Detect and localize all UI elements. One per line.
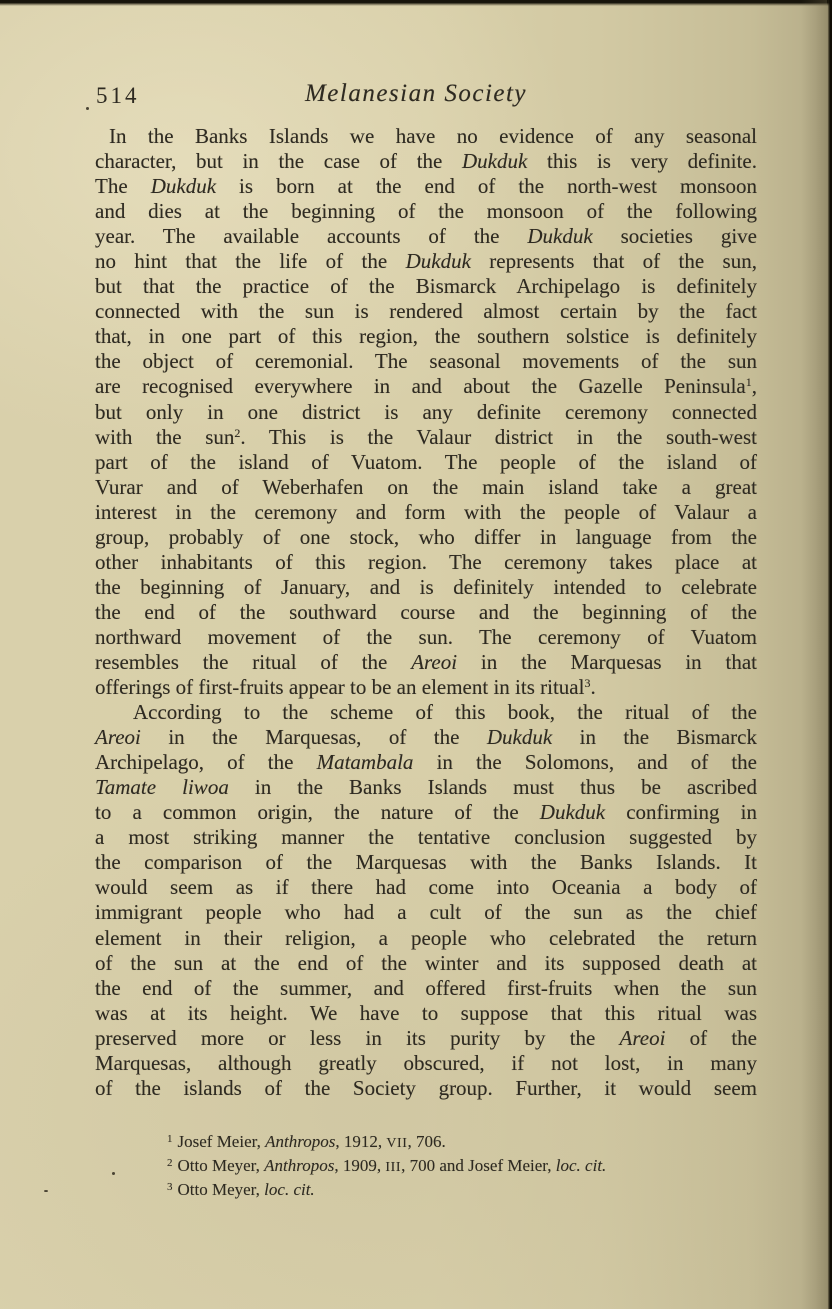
text-line: the object of ceremonial. The seasonal movements of the sun: [95, 349, 757, 374]
footnote-marker: 1: [167, 1133, 173, 1145]
text-line: year. The available accounts of the Dukduk societies give: [95, 224, 757, 249]
scan-edge-shadow: [801, 0, 827, 1309]
text-line: Areoi in the Marquesas, of the Dukduk in the Bismarck: [95, 725, 757, 750]
text-line: but that the practice of the Bismarck Archipelago is definitely: [95, 274, 757, 299]
text-line: connected with the sun is rendered almost certain by the fact: [95, 299, 757, 324]
text-line: of the sun at the end of the winter and its supposed death at: [95, 950, 757, 975]
running-title: Melanesian Society: [304, 80, 528, 107]
scan-edge-right: [827, 0, 832, 1309]
ink-speck: [86, 107, 89, 110]
text-line: interest in the ceremony and form with the people of Valaur a: [95, 499, 757, 524]
text-line: character, but in the case of the Dukduk this is very definite.: [95, 149, 757, 174]
text-line: the end of the summer, and offered first-fruits when the sun: [95, 975, 757, 1000]
text-line: immigrant people who had a cult of the sun as the chief: [95, 900, 757, 925]
text-line: would seem as if there had come into Oceania a body of: [95, 875, 757, 900]
text-line: Vurar and of Weberhafen on the main island take a great: [95, 474, 757, 499]
text-block: [95, 124, 757, 1101]
text-line: that, in one part of this region, the southern solstice is definitely: [95, 324, 757, 349]
text-line: Archipelago, of the Matambala in the Solomons, and of the: [95, 750, 757, 775]
text-line: preserved more or less in its purity by the Areoi of the: [95, 1025, 757, 1050]
ink-speck: [112, 1172, 115, 1175]
text-line: but only in one district is any definite ceremony connected: [95, 399, 757, 424]
page-header: [85, 80, 747, 114]
text-line: are recognised everywhere in and about the Gazelle Peninsula$^1$,: [95, 374, 757, 399]
footnote: $^3$ Otto Meyer, loc. cit.: [167, 1180, 315, 1199]
footnotes: [95, 1131, 757, 1201]
text-line: the end of the southward course and the beginning of the: [95, 599, 757, 624]
text-line: of the islands of the Society group. Further, it would seem: [95, 1075, 757, 1100]
text-line: northward movement of the sun. The ceremony of Vuatom: [95, 624, 757, 649]
text-line: no hint that the life of the Dukduk represents that of the sun,: [95, 249, 757, 274]
text-line: offerings of first-fruits appear to be an element in its ritual$^3$.: [95, 675, 596, 700]
text-line: resembles the ritual of the Areoi in the Marquesas in that: [95, 649, 757, 674]
text-line: was at its height. We have to suppose that this ritual was: [95, 1000, 757, 1025]
text-line: element in their religion, a people who celebrated the return: [95, 925, 757, 950]
text-line: the beginning of January, and is definitely intended to celebrate: [95, 574, 757, 599]
page-number: 514: [96, 83, 140, 108]
text-line: According to the scheme of this book, the ritual of the: [133, 700, 757, 725]
text-line: Tamate liwoa in the Banks Islands must thus be ascribed: [95, 775, 757, 800]
text-line: Marquesas, although greatly obscured, if not lost, in many: [95, 1050, 757, 1075]
text-line: other inhabitants of this region. The ceremony takes place at: [95, 549, 757, 574]
text-line: group, probably of one stock, who differ in language from the: [95, 524, 757, 549]
text-line: In the Banks Islands we have no evidence of any seasonal: [109, 124, 757, 148]
text-line: the comparison of the Marquesas with the Banks Islands. It: [95, 850, 757, 875]
footnote: $^1$ Josef Meier, Anthropos, 1912, VII, 706.: [167, 1132, 446, 1151]
footnote-marker: 3: [167, 1181, 173, 1193]
footnote: $^2$ Otto Meyer, Anthropos, 1909, III, 700 and Josef Meier, loc. cit.: [167, 1156, 607, 1175]
text-line: and dies at the beginning of the monsoon of the following: [95, 199, 757, 224]
text-line: to a common origin, the nature of the Dukduk confirming in: [95, 800, 757, 825]
text-line: a most striking manner the tentative conclusion suggested by: [95, 825, 757, 850]
footnote-marker: 2: [167, 1157, 173, 1169]
text-line: with the sun$^2$. This is the Valaur district in the south-west: [95, 424, 757, 449]
ink-speck: [44, 1190, 48, 1192]
scan-edge-top: [0, 0, 832, 6]
text-line: The Dukduk is born at the end of the north-west monsoon: [95, 174, 757, 199]
text-line: part of the island of Vuatom. The people of the island of: [95, 449, 757, 474]
